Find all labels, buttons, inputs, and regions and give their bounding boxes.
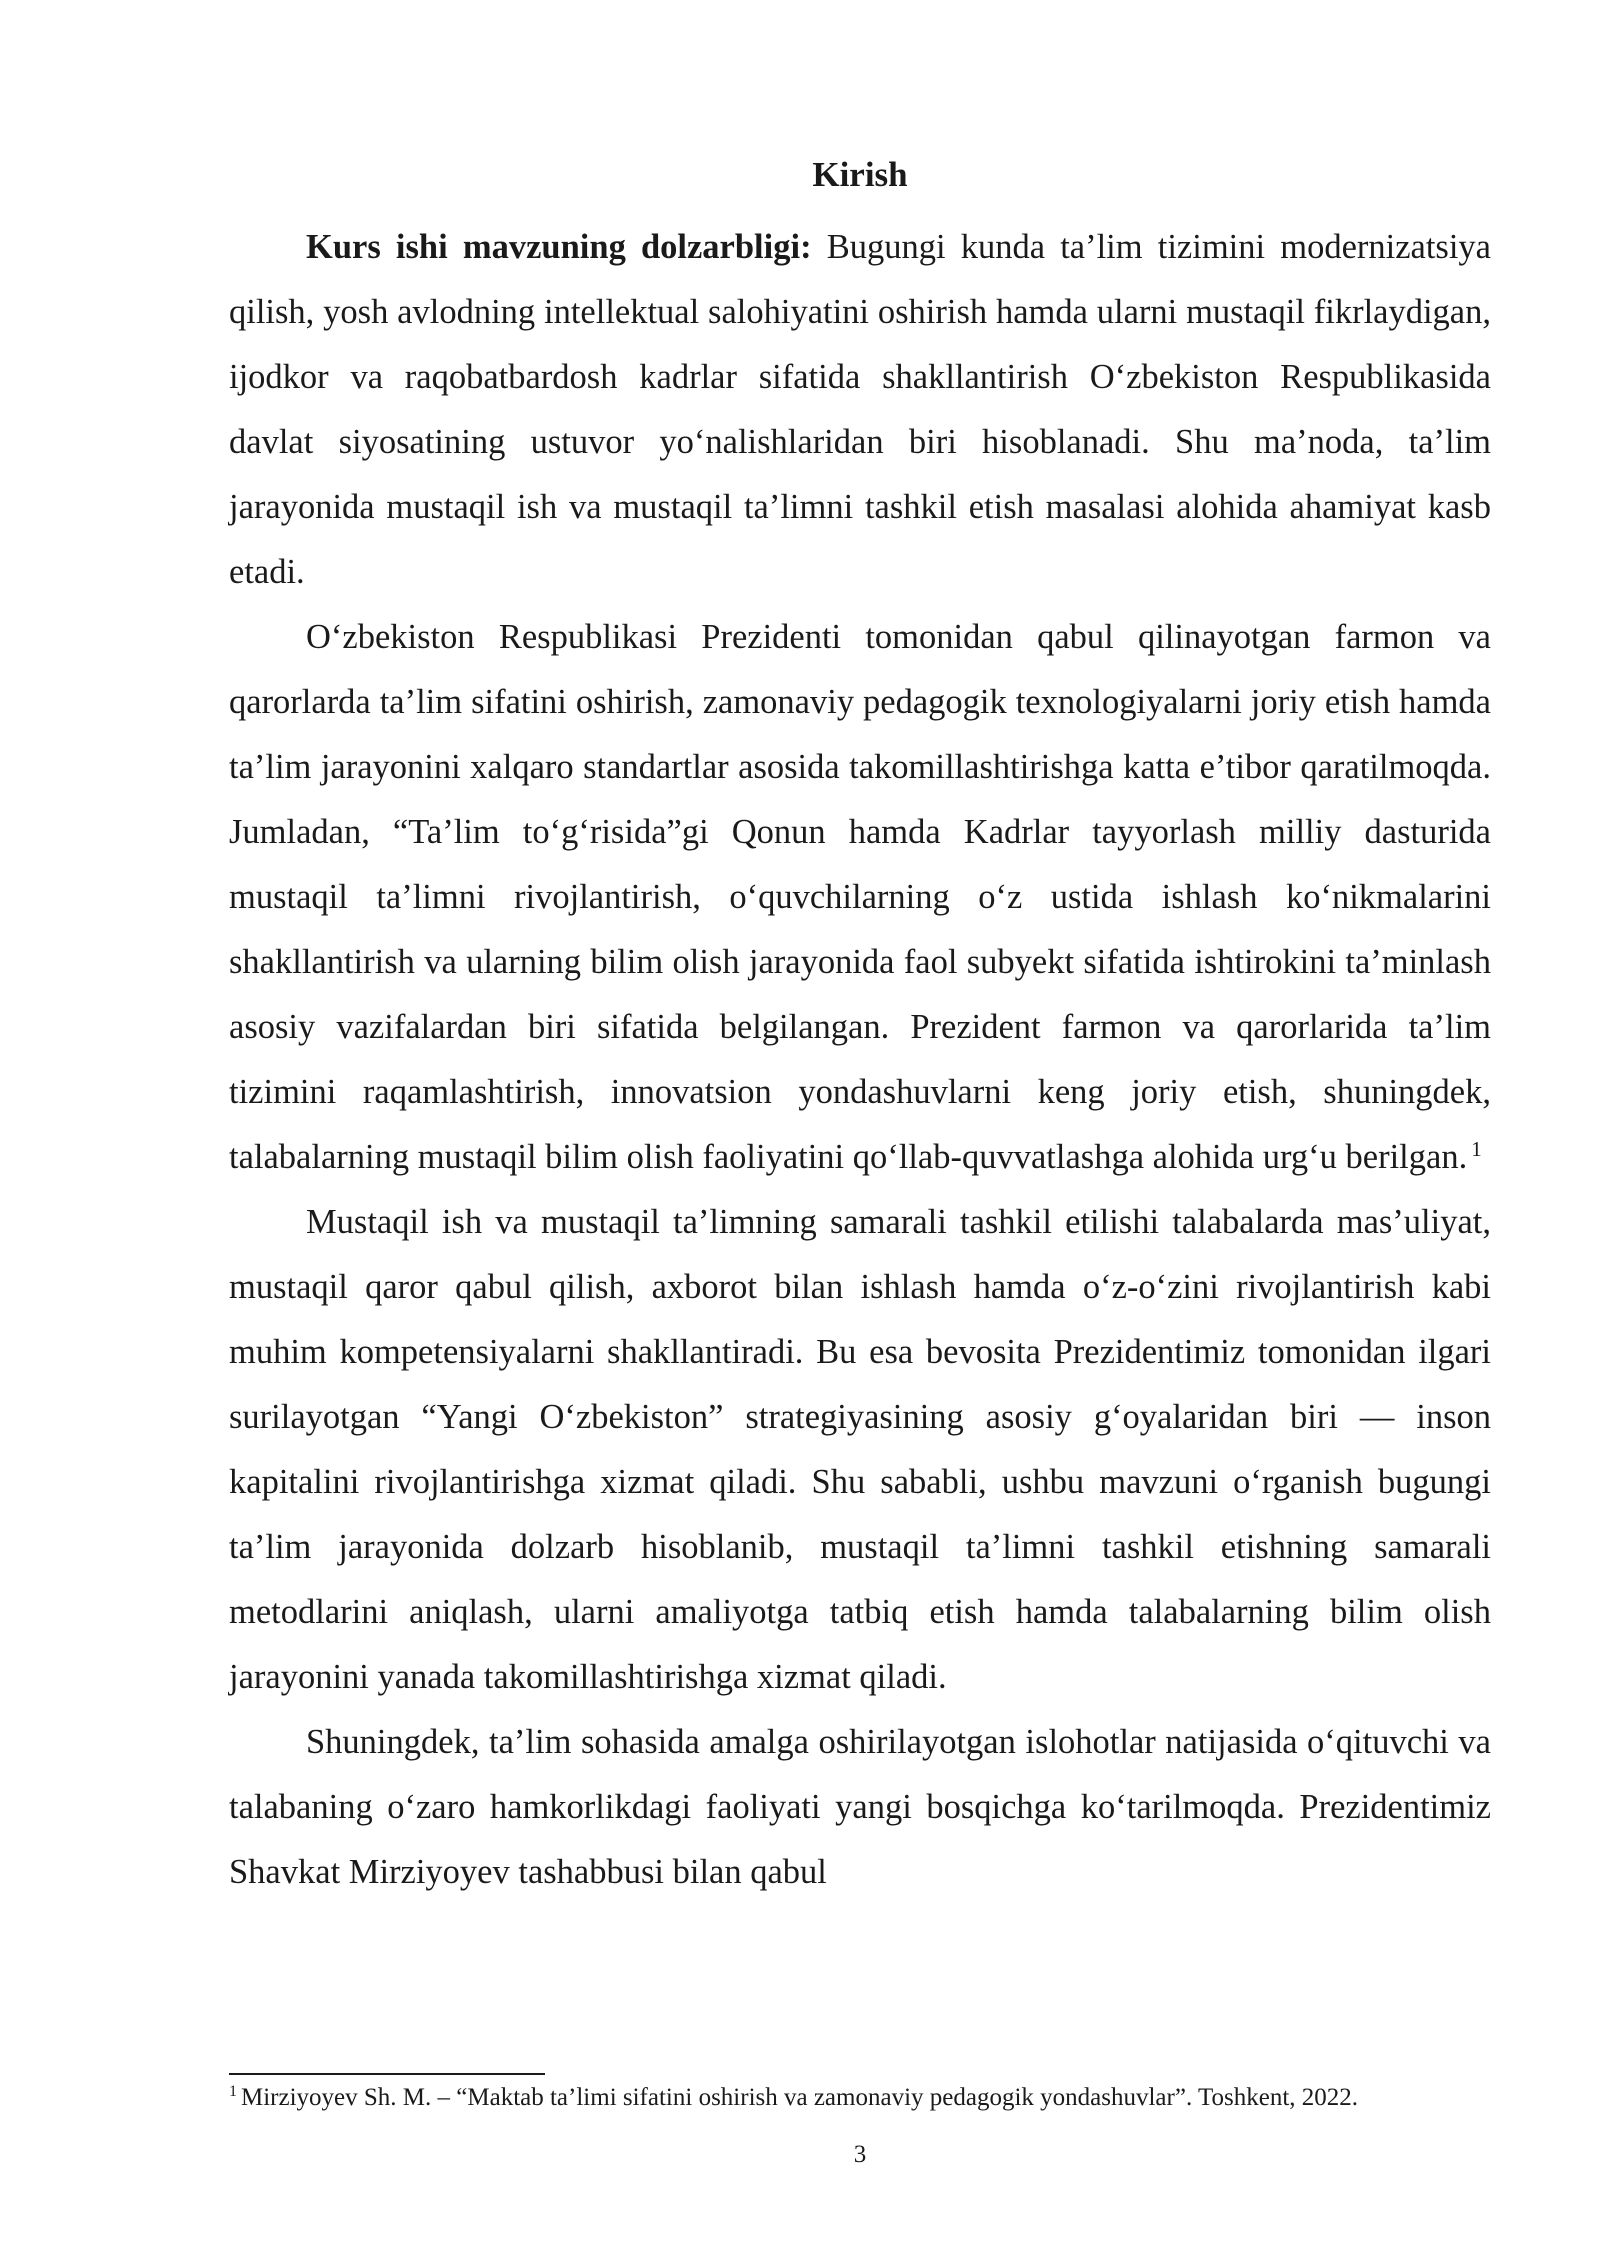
paragraph-2-text: O‘zbekiston Respublikasi Prezidenti tomonidan qabul qilinayotgan farmon va qarorlarda ta’lim sifatini oshirish, zamonaviy pedagogik texnologiyalarni joriy etish hamda ta’lim jarayonini xalqaro standartlar asosida takomillashtirishga katta e’tibor qaratilmoqda. Jumladan, “Ta’lim to‘g‘risida”gi Qonun hamda Kadrlar tayyorlash milliy dasturida mustaqil ta’limni rivojlantirish, o‘quvchilarning o‘z ustida ishlash ko‘nikmalarini shakllantirish va ularning bilim olish jarayonida faol subyekt sifatida ishtirokini ta’minlash asosiy vazifalardan biri sifatida belgilangan. Prezident farmon va qarorlarida ta’lim tizimini raqamlashtirish, innovatsion yondashuvlarni keng joriy etish, shuningdek, talabalarning mustaqil bilim olish faoliyatini qo‘llab-quvvatlashga alohida urg‘u berilgan.: [229, 618, 1491, 1176]
paragraph-2: [229, 605, 1491, 1190]
paragraph-1-lead: Kurs ishi mavzuning dolzarbligi:: [306, 228, 812, 266]
page-body: [229, 150, 1491, 1905]
paragraph-1-text: Bugungi kunda ta’lim tizimini modernizatsiya qilish, yosh avlodning intellektual salohiyatini oshirish hamda ularni mustaqil fikrlaydigan, ijodkor va raqobatbardosh kadrlar sifatida shakllantirish O‘zbekiston Respublikasida davlat siyosatining ustuvor yo‘nalishlaridan biri hisoblanadi. Shu ma’noda, ta’lim jarayonida mustaqil ish va mustaqil ta’limni tashkil etish masalasi alohida ahamiyat kasb etadi.: [229, 228, 1491, 591]
footnote-number: 1: [229, 2082, 237, 2100]
paragraph-4: [229, 1710, 1491, 1905]
paragraph-3-text: Mustaqil ish va mustaqil ta’limning samarali tashkil etilishi talabalarda mas’uliyat, mustaqil qaror qabul qilish, axborot bilan ishlash hamda o‘z-o‘zini rivojlantirish kabi muhim kompetensiyalarni shakllantiradi. Bu esa bevosita Prezidentimiz tomonidan ilgari surilayotgan “Yangi O‘zbekiston” strategiyasining asosiy g‘oyalaridan biri — inson kapitalini rivojlantirishga xizmat qiladi. Shu sababli, ushbu mavzuni o‘rganish bugungi ta’lim jarayonida dolzarb hisoblanib, mustaqil ta’limni tashkil etishning samarali metodlarini aniqlash, ularni amaliyotga tatbiq etish hamda talabalarning bilim olish jarayonini yanada takomillashtirishga xizmat qiladi.: [229, 1203, 1491, 1696]
footnote-reference: 1: [1471, 1136, 1482, 1161]
section-heading: Kirish: [812, 155, 908, 194]
paragraph-1: [229, 215, 1491, 605]
paragraph-3: [229, 1190, 1491, 1710]
paragraph-4-text: Shuningdek, ta’lim sohasida amalga oshirilayotgan islohotlar natijasida o‘qituvchi va talabaning o‘zaro hamkorlikdagi faoliyati yangi bosqichga ko‘tarilmoqda. Prezidentimiz Shavkat Mirziyoyev tashabbusi bilan qabul: [229, 1723, 1491, 1891]
footnote-text: Mirziyoyev Sh. M. – “Maktab ta’limi sifatini oshirish va zamonaviy pedagogik yondashuvlar”. Toshkent, 2022.: [241, 2084, 1359, 2111]
page-number: 3: [853, 2141, 867, 2168]
footnote: [229, 2081, 1491, 2115]
footnote-separator: [229, 2073, 545, 2075]
